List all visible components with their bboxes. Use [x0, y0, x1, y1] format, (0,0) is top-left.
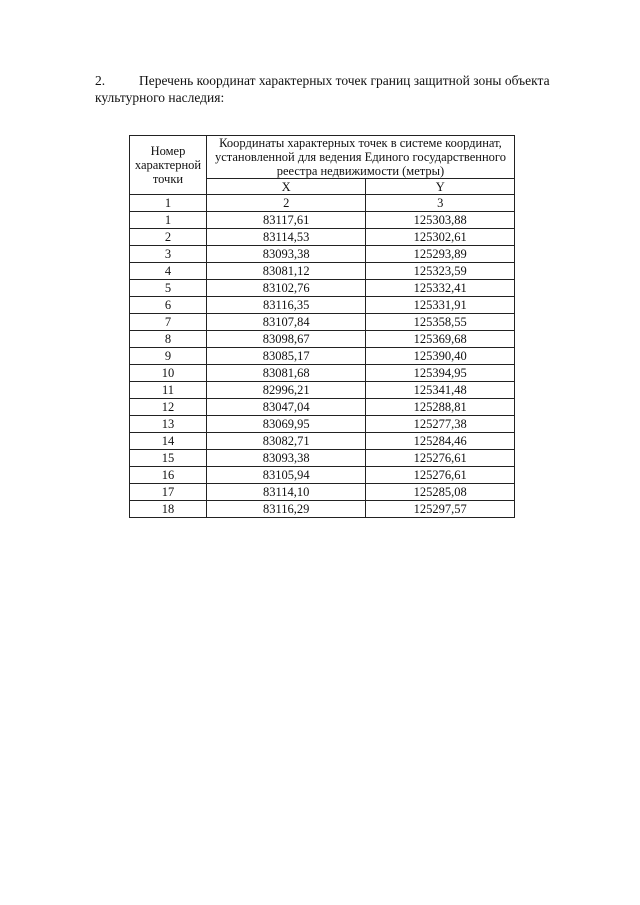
x-coordinate-cell: 82996,21: [206, 382, 365, 399]
y-coordinate-cell: 125288,81: [366, 399, 515, 416]
y-coordinate-cell: 125390,40: [366, 348, 515, 365]
y-coordinate-cell: 125341,48: [366, 382, 515, 399]
x-coordinate-cell: 83081,68: [206, 365, 365, 382]
y-coordinate-cell: 125302,61: [366, 229, 515, 246]
y-coordinate-cell: 125369,68: [366, 331, 515, 348]
table-row: [130, 229, 515, 246]
point-number-cell: 14: [130, 433, 207, 450]
x-coordinate-cell: 83093,38: [206, 450, 365, 467]
table-row: [130, 416, 515, 433]
x-coordinate-cell: 83114,53: [206, 229, 365, 246]
point-number-cell: 15: [130, 450, 207, 467]
section-heading: [95, 72, 555, 106]
table-row: [130, 348, 515, 365]
point-number-cell: 17: [130, 484, 207, 501]
table-row: [130, 212, 515, 229]
x-coordinate-cell: 83105,94: [206, 467, 365, 484]
index-cell: 2: [206, 195, 365, 212]
point-number-cell: 3: [130, 246, 207, 263]
point-number-cell: 12: [130, 399, 207, 416]
table-row: [130, 263, 515, 280]
point-number-header: Номер характерной точки: [130, 136, 207, 195]
coordinates-header: Координаты характерных точек в системе координат, установленной для ведения Единого государственного реестра недвижимости (метры): [206, 136, 514, 179]
x-coordinate-cell: 83093,38: [206, 246, 365, 263]
x-coordinate-cell: 83102,76: [206, 280, 365, 297]
y-coordinate-cell: 125276,61: [366, 450, 515, 467]
y-coordinate-cell: 125277,38: [366, 416, 515, 433]
table-row: [130, 382, 515, 399]
point-number-cell: 13: [130, 416, 207, 433]
point-number-cell: 18: [130, 501, 207, 518]
section-title: Перечень координат характерных точек границ защитной зоны объекта культурного наследия:: [95, 73, 550, 105]
point-number-cell: 6: [130, 297, 207, 314]
x-coordinate-cell: 83098,67: [206, 331, 365, 348]
table-row: [130, 297, 515, 314]
y-coordinate-cell: 125394,95: [366, 365, 515, 382]
point-number-cell: 2: [130, 229, 207, 246]
table-row: [130, 246, 515, 263]
table-row: [130, 484, 515, 501]
x-coordinate-cell: 83081,12: [206, 263, 365, 280]
point-number-cell: 8: [130, 331, 207, 348]
x-coordinate-cell: 83116,29: [206, 501, 365, 518]
table-row: [130, 365, 515, 382]
x-coordinate-cell: 83047,04: [206, 399, 365, 416]
table-row: [130, 450, 515, 467]
index-cell: 1: [130, 195, 207, 212]
x-coordinate-cell: 83069,95: [206, 416, 365, 433]
point-number-cell: 4: [130, 263, 207, 280]
y-coordinate-cell: 125285,08: [366, 484, 515, 501]
y-coordinate-cell: 125323,59: [366, 263, 515, 280]
table-row: [130, 501, 515, 518]
table-row: [130, 314, 515, 331]
table-row: [130, 399, 515, 416]
table-row: [130, 467, 515, 484]
point-number-cell: 5: [130, 280, 207, 297]
point-number-cell: 1: [130, 212, 207, 229]
point-number-cell: 16: [130, 467, 207, 484]
x-coordinate-cell: 83082,71: [206, 433, 365, 450]
y-coordinate-cell: 125303,88: [366, 212, 515, 229]
x-coordinate-cell: 83085,17: [206, 348, 365, 365]
y-coordinate-cell: 125293,89: [366, 246, 515, 263]
point-number-cell: 9: [130, 348, 207, 365]
y-coordinate-cell: 125297,57: [366, 501, 515, 518]
point-number-cell: 10: [130, 365, 207, 382]
y-coordinate-cell: 125358,55: [366, 314, 515, 331]
y-column-header: Y: [366, 179, 515, 195]
x-column-header: X: [206, 179, 365, 195]
coordinates-table: [129, 135, 515, 518]
y-coordinate-cell: 125284,46: [366, 433, 515, 450]
y-coordinate-cell: 125276,61: [366, 467, 515, 484]
section-number: 2.: [95, 73, 106, 88]
y-coordinate-cell: 125331,91: [366, 297, 515, 314]
index-cell: 3: [366, 195, 515, 212]
table-row: [130, 331, 515, 348]
y-coordinate-cell: 125332,41: [366, 280, 515, 297]
table-row: [130, 433, 515, 450]
x-coordinate-cell: 83117,61: [206, 212, 365, 229]
x-coordinate-cell: 83114,10: [206, 484, 365, 501]
x-coordinate-cell: 83116,35: [206, 297, 365, 314]
point-number-cell: 7: [130, 314, 207, 331]
point-number-cell: 11: [130, 382, 207, 399]
table-row: [130, 280, 515, 297]
x-coordinate-cell: 83107,84: [206, 314, 365, 331]
